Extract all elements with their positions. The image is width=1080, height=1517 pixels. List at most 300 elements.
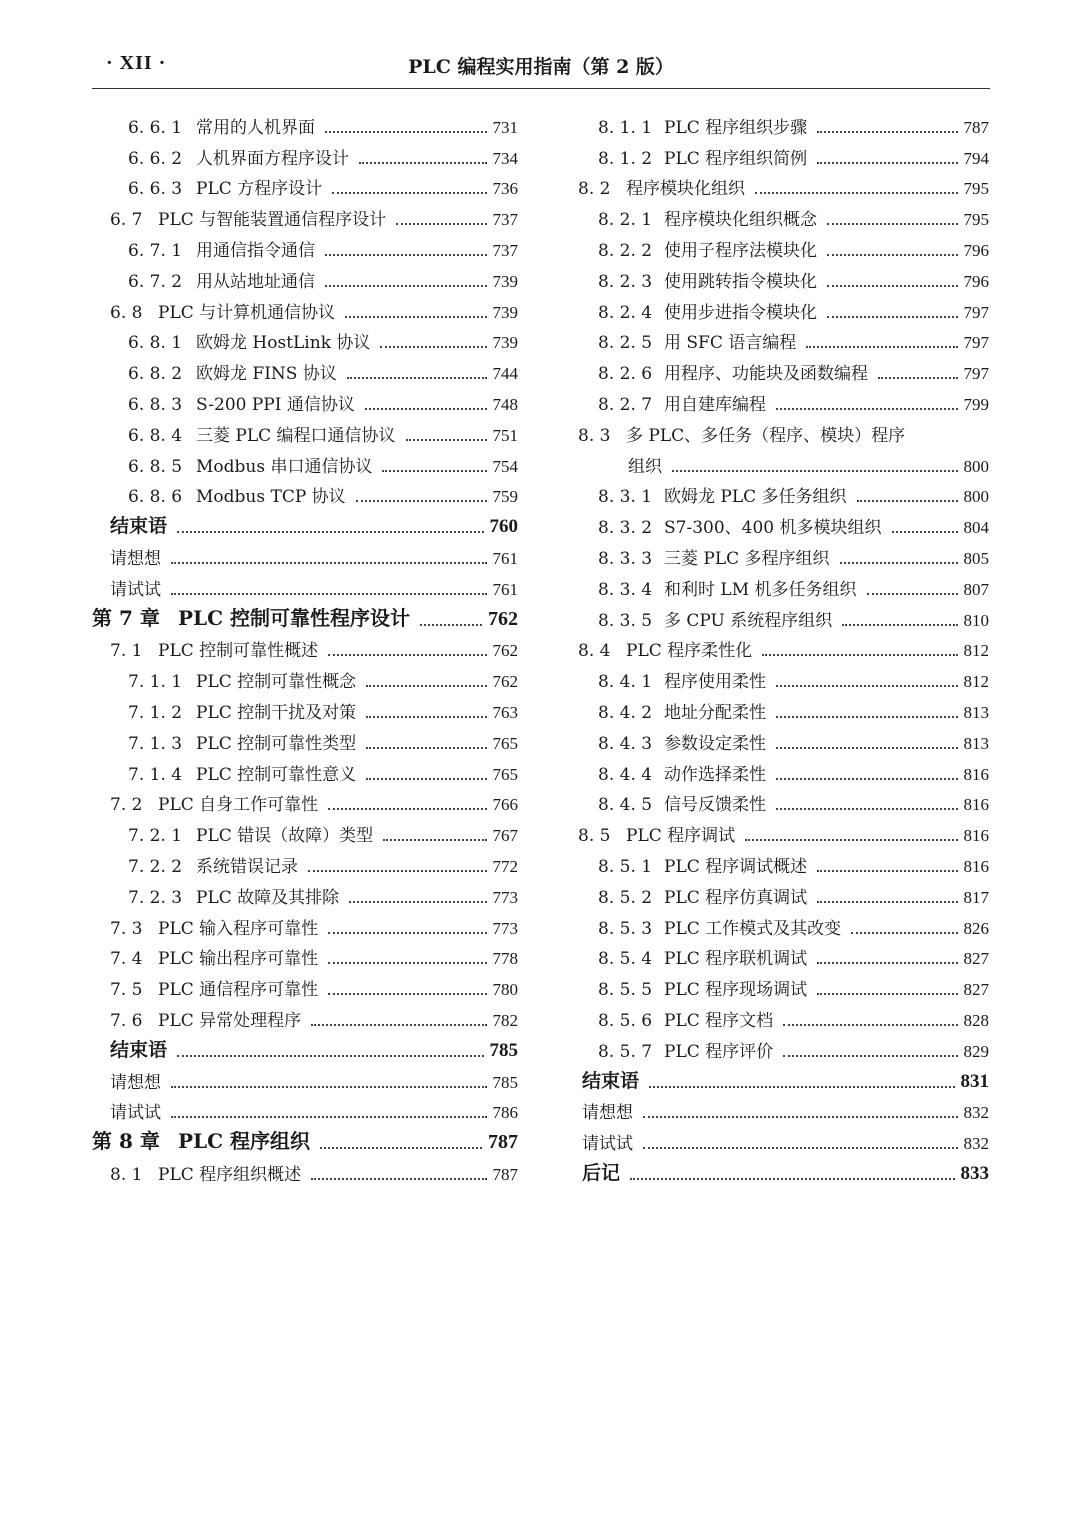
entry-page-number: 796 <box>963 271 989 291</box>
entry-page-number: 797 <box>963 302 989 322</box>
dot-leader <box>177 531 483 533</box>
entry-number: 7. 4 <box>110 949 143 970</box>
toc-entry <box>578 754 989 785</box>
entry-title: 系统错误记录 <box>196 856 298 877</box>
entry-page-number: 762 <box>488 607 518 630</box>
dot-leader <box>320 1147 482 1149</box>
entry-page-number: 748 <box>492 394 518 414</box>
dot-leader <box>325 254 487 256</box>
toc-entry <box>578 323 989 354</box>
toc-entry <box>578 199 989 230</box>
entry-number: 第 7 章 <box>92 605 160 630</box>
entry-page-number: 827 <box>963 949 989 969</box>
entry-number: 8. 5. 1 <box>598 856 653 877</box>
toc-entry <box>578 230 989 261</box>
dot-leader <box>328 932 486 934</box>
entry-title: PLC 程序组织 <box>178 1129 310 1154</box>
dot-leader <box>328 993 486 995</box>
dot-leader <box>840 562 958 564</box>
entry-number: 8. 5 <box>578 826 611 847</box>
dot-leader <box>817 962 957 964</box>
book-title: PLC 编程实用指南（第 2 版） <box>408 56 674 78</box>
entry-number: 8. 2. 6 <box>598 364 653 385</box>
page-number: · XII · <box>106 52 167 74</box>
entry-page-number: 800 <box>963 487 989 507</box>
entry-page-number: 786 <box>492 1103 518 1123</box>
entry-page-number: 731 <box>492 117 518 137</box>
dot-leader <box>366 685 486 687</box>
entry-title: PLC 自身工作可靠性 <box>158 795 319 816</box>
toc-entry <box>92 815 518 846</box>
entry-number: 8. 2 <box>578 179 611 200</box>
entry-number: 7. 1. 1 <box>128 672 183 693</box>
entry-page-number: 816 <box>963 795 989 815</box>
dot-leader <box>755 192 958 194</box>
entry-number: 7. 1 <box>110 641 143 662</box>
entry-page-number: 780 <box>492 980 518 1000</box>
entry-number: 8. 1. 1 <box>598 117 653 138</box>
toc-entry <box>578 877 989 908</box>
toc-entry <box>92 138 518 169</box>
entry-title: PLC 控制可靠性概念 <box>196 672 357 693</box>
toc-entry <box>92 323 518 354</box>
toc-entry <box>92 384 518 415</box>
entry-page-number: 759 <box>492 487 518 507</box>
toc-entry <box>578 1093 989 1124</box>
toc-entry <box>578 815 989 846</box>
dot-leader <box>308 870 487 872</box>
entry-page-number: 751 <box>492 425 518 445</box>
entry-page-number: 828 <box>963 1010 989 1030</box>
toc-entry <box>92 507 518 538</box>
entry-title: 请想想 <box>582 1103 633 1124</box>
dot-leader <box>827 285 958 287</box>
toc-entry <box>92 230 518 261</box>
dot-leader <box>817 162 957 164</box>
dot-leader <box>643 1147 958 1149</box>
entry-number: 8. 3. 4 <box>598 579 653 600</box>
dot-leader <box>177 1055 483 1057</box>
toc-entry <box>578 446 989 477</box>
entry-number: 8. 2. 4 <box>598 302 653 323</box>
entry-number: 6. 8 <box>110 302 143 323</box>
toc-entry <box>92 1093 518 1124</box>
entry-title: 信号反馈柔性 <box>664 795 766 816</box>
entry-page-number: 797 <box>963 364 989 384</box>
dot-leader <box>630 1178 954 1180</box>
page-header <box>92 52 990 84</box>
toc-entry <box>92 877 518 908</box>
toc-entry <box>578 908 989 939</box>
entry-number: 8. 2. 3 <box>598 271 653 292</box>
entry-page-number: 760 <box>489 516 518 538</box>
dot-leader <box>827 316 958 318</box>
toc-entry <box>92 415 518 446</box>
entry-number: 6. 6. 2 <box>128 148 183 169</box>
dot-leader <box>776 685 958 687</box>
entry-page-number: 787 <box>488 1131 518 1154</box>
dot-leader <box>762 654 957 656</box>
entry-title: Modbus 串口通信协议 <box>196 456 373 477</box>
toc-entry <box>92 1062 518 1093</box>
dot-leader <box>817 901 957 903</box>
entry-number: 8. 2. 2 <box>598 240 653 261</box>
entry-number: 8. 3. 2 <box>598 518 653 539</box>
entry-title: PLC 程序文档 <box>664 1010 774 1031</box>
toc-entry <box>578 939 989 970</box>
toc-entry <box>578 723 989 754</box>
toc-entry <box>92 261 518 292</box>
entry-title: PLC 程序仿真调试 <box>664 887 808 908</box>
entry-title: PLC 控制干扰及对策 <box>196 702 357 723</box>
entry-title: 和利时 LM 机多任务组织 <box>664 579 857 600</box>
toc-entry <box>578 846 989 877</box>
entry-page-number: 754 <box>492 456 518 476</box>
dot-leader <box>171 593 487 595</box>
entry-page-number: 787 <box>963 117 989 137</box>
dot-leader <box>328 808 486 810</box>
entry-title: 用自建库编程 <box>664 394 766 415</box>
dot-leader <box>842 624 957 626</box>
entry-title: S7-300、400 机多模块组织 <box>664 518 882 539</box>
dot-leader <box>325 285 487 287</box>
entry-page-number: 785 <box>489 1039 518 1061</box>
dot-leader <box>643 1116 958 1118</box>
entry-title: 使用子程序法模块化 <box>664 240 817 261</box>
entry-page-number: 739 <box>492 271 518 291</box>
entry-number: 8. 3. 1 <box>598 487 653 508</box>
toc-entry <box>92 477 518 508</box>
entry-number: 8. 5. 2 <box>598 887 653 908</box>
entry-title: PLC 控制可靠性程序设计 <box>178 605 410 630</box>
entry-title: S-200 PPI 通信协议 <box>196 394 355 415</box>
entry-page-number: 812 <box>963 672 989 692</box>
entry-title: 请试试 <box>110 579 161 600</box>
entry-number: 6. 8. 5 <box>128 456 183 477</box>
entry-title: 欧姆龙 PLC 多任务组织 <box>664 487 847 508</box>
entry-page-number: 739 <box>492 302 518 322</box>
entry-title: 用程序、功能块及函数编程 <box>664 364 868 385</box>
entry-title: 请想想 <box>110 1072 161 1093</box>
entry-title: 请试试 <box>582 1134 633 1155</box>
entry-title: 欧姆龙 HostLink 协议 <box>196 333 371 354</box>
toc-entry <box>578 692 989 723</box>
entry-title: 后记 <box>582 1161 621 1184</box>
entry-page-number: 767 <box>492 826 518 846</box>
entry-title: PLC 工作模式及其改变 <box>664 918 842 939</box>
entry-title: 结束语 <box>110 1038 168 1061</box>
dot-leader <box>776 747 958 749</box>
entry-page-number: 807 <box>963 579 989 599</box>
entry-title: 请想想 <box>110 548 161 569</box>
entry-title: PLC 控制可靠性意义 <box>196 764 357 785</box>
entry-number: 8. 5. 3 <box>598 918 653 939</box>
toc-left-column <box>92 107 518 1185</box>
entry-number: 7. 1. 3 <box>128 733 183 754</box>
toc-entry <box>578 169 989 200</box>
entry-title: 多 PLC、多任务（程序、模块）程序 <box>626 425 906 446</box>
toc-entry <box>92 661 518 692</box>
entry-page-number: 739 <box>492 333 518 353</box>
toc-entry <box>578 353 989 384</box>
entry-number: 6. 6. 1 <box>128 117 183 138</box>
entry-title: 使用跳转指令模块化 <box>664 271 817 292</box>
entry-number: 8. 2. 5 <box>598 333 653 354</box>
entry-number: 6. 8. 3 <box>128 394 183 415</box>
toc-entry <box>92 969 518 1000</box>
toc-entry <box>578 415 989 446</box>
dot-leader <box>783 1024 957 1026</box>
entry-page-number: 765 <box>492 764 518 784</box>
dot-leader <box>806 346 957 348</box>
entry-number: 6. 8. 6 <box>128 487 183 508</box>
entry-number: 8. 4. 5 <box>598 795 653 816</box>
toc-entry <box>92 446 518 477</box>
entry-title: 使用步进指令模块化 <box>664 302 817 323</box>
dot-leader <box>325 131 487 133</box>
toc-entry <box>92 600 518 631</box>
toc-entry <box>578 292 989 323</box>
entry-page-number: 734 <box>492 148 518 168</box>
entry-page-number: 736 <box>492 179 518 199</box>
entry-title: 程序使用柔性 <box>664 672 766 693</box>
entry-number: 7. 2. 2 <box>128 856 183 877</box>
toc-entry <box>92 939 518 970</box>
entry-title: PLC 控制可靠性概述 <box>158 641 319 662</box>
entry-title: 组织 <box>628 456 662 477</box>
entry-number: 8. 3 <box>578 425 611 446</box>
entry-page-number: 795 <box>963 210 989 230</box>
dot-leader <box>396 223 486 225</box>
dot-leader <box>311 1178 486 1180</box>
entry-title: 常用的人机界面 <box>196 117 315 138</box>
toc-entry <box>578 569 989 600</box>
entry-title: PLC 程序组织步骤 <box>664 117 808 138</box>
dot-leader <box>851 932 957 934</box>
toc-entry <box>578 631 989 662</box>
entry-page-number: 772 <box>492 856 518 876</box>
dot-leader <box>857 500 958 502</box>
entry-number: 8. 4. 2 <box>598 702 653 723</box>
entry-number: 8. 3. 5 <box>598 610 653 631</box>
entry-number: 7. 1. 2 <box>128 702 183 723</box>
dot-leader <box>776 408 958 410</box>
dot-leader <box>345 316 486 318</box>
entry-page-number: 761 <box>492 548 518 568</box>
entry-number: 7. 3 <box>110 918 143 939</box>
toc-entry <box>578 477 989 508</box>
dot-leader <box>745 839 957 841</box>
entry-number: 8. 2. 7 <box>598 394 653 415</box>
entry-title: PLC 与智能装置通信程序设计 <box>158 210 387 231</box>
toc-entry <box>578 1031 989 1062</box>
toc-entry <box>578 538 989 569</box>
toc-entry <box>578 1154 989 1185</box>
entry-number: 6. 7 <box>110 210 143 231</box>
dot-leader <box>366 778 486 780</box>
toc-entry <box>578 107 989 138</box>
entry-title: PLC 与计算机通信协议 <box>158 302 336 323</box>
dot-leader <box>817 993 957 995</box>
entry-page-number: 794 <box>963 148 989 168</box>
dot-leader <box>827 223 958 225</box>
toc-entry <box>92 292 518 323</box>
dot-leader <box>365 408 487 410</box>
toc-entry <box>578 1000 989 1031</box>
dot-leader <box>347 377 487 379</box>
toc-entry <box>92 199 518 230</box>
entry-number: 7. 1. 4 <box>128 764 183 785</box>
entry-number: 8. 4. 1 <box>598 672 653 693</box>
entry-page-number: 761 <box>492 579 518 599</box>
dot-leader <box>366 747 486 749</box>
toc-entry <box>578 785 989 816</box>
dot-leader <box>380 346 486 348</box>
entry-number: 6. 8. 2 <box>128 364 183 385</box>
entry-number: 8. 1. 2 <box>598 148 653 169</box>
entry-page-number: 787 <box>492 1164 518 1184</box>
toc-entry <box>92 1031 518 1062</box>
entry-page-number: 797 <box>963 333 989 353</box>
toc-entry <box>578 1062 989 1093</box>
entry-number: 8. 4. 3 <box>598 733 653 754</box>
toc-entry <box>92 169 518 200</box>
dot-leader <box>672 470 958 472</box>
entry-page-number: 785 <box>492 1072 518 1092</box>
dot-leader <box>332 192 486 194</box>
entry-page-number: 782 <box>492 1010 518 1030</box>
dot-leader <box>383 839 486 841</box>
toc-entry <box>578 1123 989 1154</box>
entry-number: 8. 5. 7 <box>598 1041 653 1062</box>
entry-page-number: 812 <box>963 641 989 661</box>
entry-title: 用通信指令通信 <box>196 240 315 261</box>
dot-leader <box>817 131 957 133</box>
entry-title: 动作选择柔性 <box>664 764 766 785</box>
entry-title: PLC 程序组织简例 <box>664 148 808 169</box>
entry-title: 欧姆龙 FINS 协议 <box>196 364 337 385</box>
entry-page-number: 737 <box>492 240 518 260</box>
dot-leader <box>776 778 958 780</box>
entry-page-number: 816 <box>963 826 989 846</box>
dot-leader <box>420 624 482 626</box>
dot-leader <box>776 808 958 810</box>
toc-entry <box>92 353 518 384</box>
entry-number: 7. 6 <box>110 1010 143 1031</box>
entry-title: PLC 错误（故障）类型 <box>196 826 374 847</box>
entry-number: 8. 2. 1 <box>598 210 653 231</box>
entry-title: 结束语 <box>582 1069 640 1092</box>
entry-page-number: 813 <box>963 733 989 753</box>
toc-entry <box>92 1123 518 1154</box>
toc-entry <box>92 569 518 600</box>
dot-leader <box>382 470 486 472</box>
entry-number: 8. 4. 4 <box>598 764 653 785</box>
entry-page-number: 826 <box>963 918 989 938</box>
toc-right-column <box>578 107 989 1185</box>
dot-leader <box>406 439 487 441</box>
dot-leader <box>892 531 958 533</box>
dot-leader <box>817 870 957 872</box>
entry-page-number: 796 <box>963 240 989 260</box>
entry-title: 程序模块化组织 <box>626 179 745 200</box>
entry-title: PLC 程序联机调试 <box>664 949 808 970</box>
dot-leader <box>776 716 958 718</box>
entry-title: PLC 程序柔性化 <box>626 641 753 662</box>
dot-leader <box>171 1116 487 1118</box>
toc-entry <box>92 908 518 939</box>
entry-title: PLC 程序组织概述 <box>158 1164 302 1185</box>
entry-title: PLC 程序评价 <box>664 1041 774 1062</box>
entry-page-number: 744 <box>492 364 518 384</box>
entry-page-number: 763 <box>492 702 518 722</box>
dot-leader <box>783 1055 957 1057</box>
entry-number: 8. 4 <box>578 641 611 662</box>
toc-entry <box>578 600 989 631</box>
toc-entry <box>92 631 518 662</box>
entry-number: 6. 7. 2 <box>128 271 183 292</box>
entry-number: 第 8 章 <box>92 1129 160 1154</box>
entry-title: PLC 程序现场调试 <box>664 980 808 1001</box>
toc-entry <box>92 785 518 816</box>
entry-page-number: 817 <box>963 887 989 907</box>
entry-page-number: 831 <box>960 1070 989 1092</box>
entry-number: 7. 2. 3 <box>128 887 183 908</box>
toc-entry <box>92 538 518 569</box>
toc-entry <box>92 1154 518 1185</box>
dot-leader <box>366 716 486 718</box>
entry-page-number: 800 <box>963 456 989 476</box>
entry-page-number: 765 <box>492 733 518 753</box>
entry-number: 6. 8. 4 <box>128 425 183 446</box>
entry-title: Modbus TCP 协议 <box>196 487 346 508</box>
entry-title: 结束语 <box>110 515 168 538</box>
entry-page-number: 805 <box>963 548 989 568</box>
dot-leader <box>171 562 487 564</box>
entry-page-number: 827 <box>963 980 989 1000</box>
entry-title: 程序模块化组织概念 <box>664 210 817 231</box>
entry-title: PLC 故障及其排除 <box>196 887 340 908</box>
entry-page-number: 766 <box>492 795 518 815</box>
dot-leader <box>328 962 486 964</box>
dot-leader <box>311 1024 486 1026</box>
entry-number: 8. 5. 4 <box>598 949 653 970</box>
entry-page-number: 799 <box>963 394 989 414</box>
entry-number: 7. 5 <box>110 980 143 1001</box>
entry-page-number: 813 <box>963 702 989 722</box>
entry-title: PLC 程序调试概述 <box>664 856 808 877</box>
entry-page-number: 778 <box>492 949 518 969</box>
entry-title: PLC 输入程序可靠性 <box>158 918 319 939</box>
entry-page-number: 810 <box>963 610 989 630</box>
header-rule <box>92 88 990 89</box>
toc-entry <box>578 261 989 292</box>
dot-leader <box>349 901 486 903</box>
entry-title: PLC 控制可靠性类型 <box>196 733 357 754</box>
dot-leader <box>359 162 487 164</box>
dot-leader <box>867 593 958 595</box>
entry-title: 三菱 PLC 多程序组织 <box>664 548 830 569</box>
entry-number: 6. 7. 1 <box>128 240 183 261</box>
entry-page-number: 762 <box>492 672 518 692</box>
entry-title: 请试试 <box>110 1103 161 1124</box>
entry-number: 8. 5. 5 <box>598 980 653 1001</box>
dot-leader <box>827 254 958 256</box>
toc-entry <box>578 384 989 415</box>
toc-entry <box>92 846 518 877</box>
entry-page-number: 795 <box>963 179 989 199</box>
entry-title: PLC 程序调试 <box>626 826 736 847</box>
